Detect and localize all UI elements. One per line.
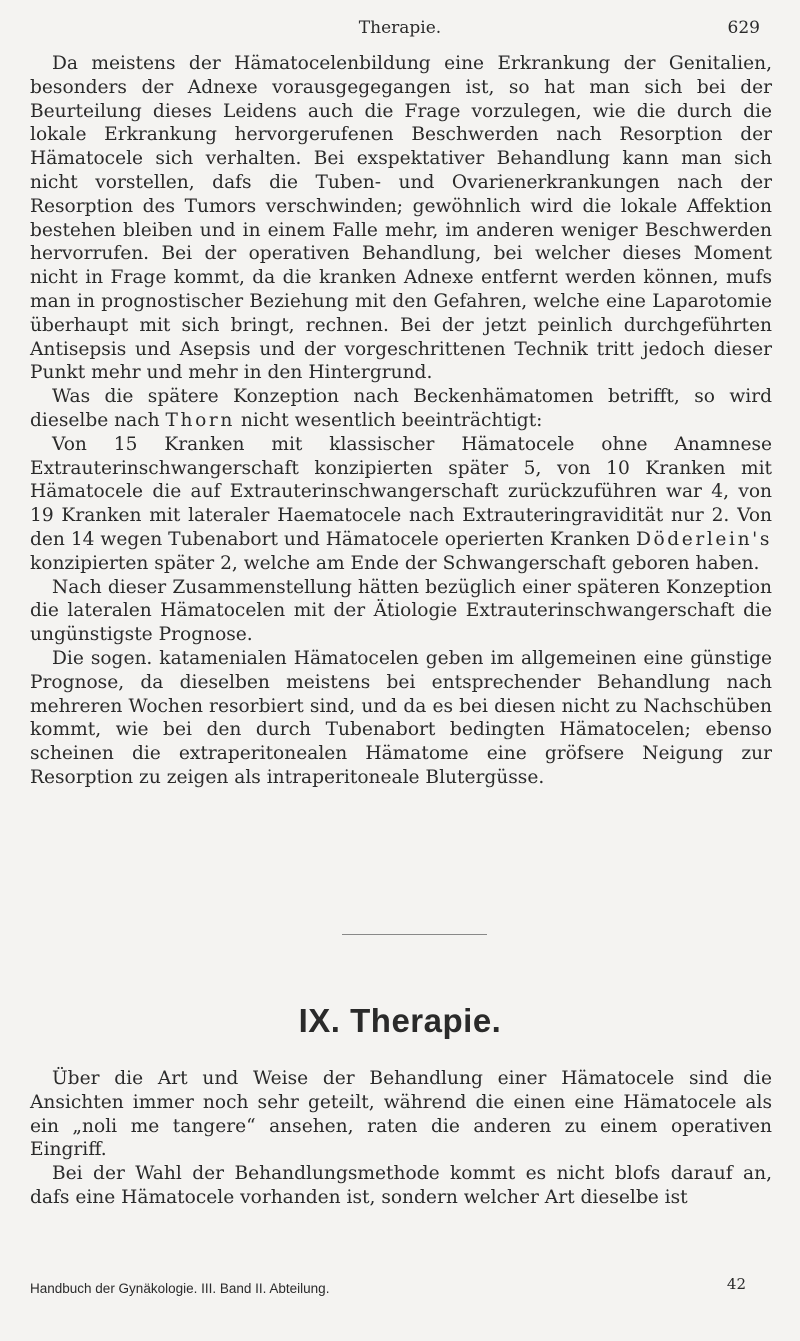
page-number: 629 <box>727 18 760 38</box>
paragraph-method: Bei der Wahl der Behandlungsmethode kommt es nicht blofs darauf an, dafs eine Hämatocele vorhanden ist, sondern welcher Art dieselbe ist <box>30 1163 772 1208</box>
author-name: Thorn <box>165 409 235 431</box>
paragraph-statistics: Von 15 Kranken mit klassischer Hämatocele ohne Anamnese Extrauterinschwangerschaft konzipierten später 5, von 10 Kranken mit Hämatocele die auf Extrauterinschwangerschaft zurückzuführen war 4, von 19 Kranken mit lateraler Haematocele nach Extrauteringravidität nur 2. Von den 14 wegen Tubenabort und Hämatocele operierten Kranken Döderlein's konzipierten später 2, welche am Ende der Schwangerschaft geboren haben. <box>30 433 772 574</box>
paragraph-prognosis: Da meistens der Hämatocelenbildung eine Erkrankung der Genitalien, besonders der Adnexe vorausgegegangen ist, so hat man sich bei der Beurteilung dieses Leidens auch die Frage vorzulegen, wie die durch die lokale Erkrankung hervorgerufenen Beschwerden nach Resorption der Hämatocele sich verhalten. Bei exspektativer Behandlung kann man sich nicht vorstellen, dafs die Tuben- und Ovarienerkrankungen nach der Resorption des Tumors verschwinden; gewöhnlich wird die lokale Affektion bestehen bleiben und in einem Falle mehr, im anderen weniger Beschwerden hervorrufen. Bei der operativen Behandlung, bei welcher dieses Moment nicht in Frage kommt, da die kranken Adnexe entfernt werden können, mufs man in prognostischer Beziehung mit den Gefahren, welche eine Laparotomie überhaupt mit sich bringt, rechnen. Bei der jetzt peinlich durchgeführten Antisepsis und Asepsis und der vorgeschrittenen Technik tritt jedoch dieser Punkt mehr und mehr in den Hintergrund. <box>30 53 772 384</box>
running-title: Therapie. <box>358 18 442 38</box>
page-footer <box>30 1275 770 1299</box>
running-header <box>0 12 800 42</box>
chapter-body <box>30 1067 772 1210</box>
author-name: Döderlein's <box>635 528 772 550</box>
body-text <box>30 52 772 790</box>
paragraph-opinions: Über die Art und Weise der Behandlung einer Hämatocele sind die Ansichten immer noch sehr geteilt, während die einen eine Hämatocele als ein „noli me tangere“ ansehen, raten die anderen zu einem operativen Eingriff. <box>30 1068 772 1161</box>
signature-mark: 42 <box>726 1275 746 1293</box>
paragraph-summary: Nach dieser Zusammenstellung hätten bezüglich einer späteren Konzeption die lateralen Hämatocelen mit der Ätiologie Extrauterinschwangerschaft die ungünstigste Prognose. <box>30 576 772 646</box>
section-divider <box>342 934 487 935</box>
paragraph-conception: Was die spätere Konzeption nach Beckenhämatomen betrifft, so wird dieselbe nach Thorn nicht wesentlich beeinträchtigt: <box>30 386 772 431</box>
chapter-heading: IX. Therapie. <box>298 1002 502 1039</box>
book-title-footer: Handbuch der Gynäkologie. III. Band II. Abteilung. <box>30 1281 330 1296</box>
paragraph-katamenial: Die sogen. katamenialen Hämatocelen geben im allgemeinen eine günstige Prognose, da dieselben meistens bei entsprechender Behandlung nach mehreren Wochen resorbiert sind, und da es bei diesen nicht zu Nachschüben kommt, wie bei den durch Tubenabort bedingten Hämatocelen; ebenso scheinen die extraperitonealen Hämatome eine gröfsere Neigung zur Resorption zu zeigen als intraperitoneale Blutergüsse. <box>30 647 772 788</box>
